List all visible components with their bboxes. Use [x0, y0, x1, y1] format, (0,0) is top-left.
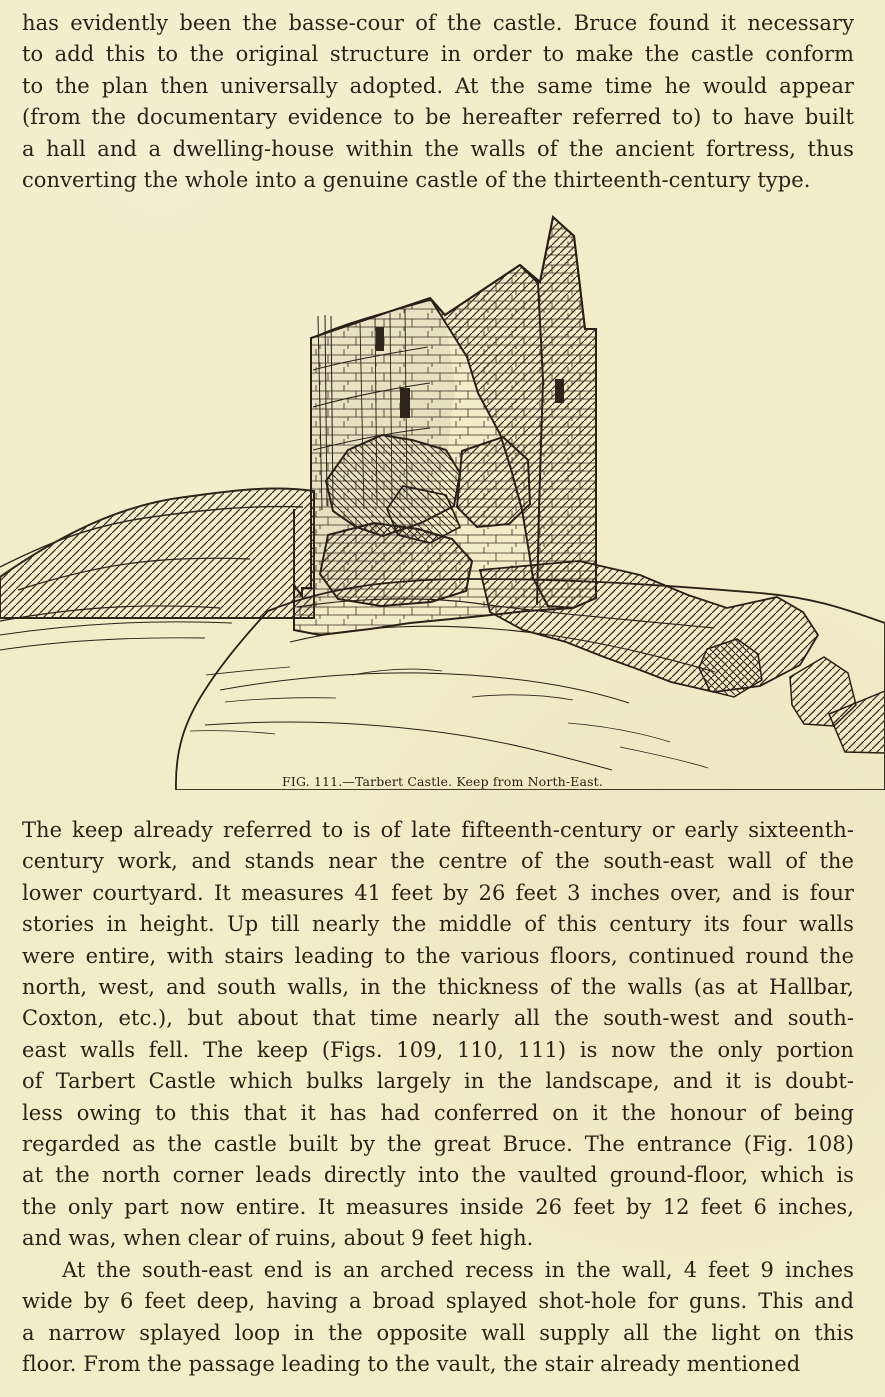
main-line-10: less owing to this that it has had conferred on it the honour of being: [22, 1100, 854, 1125]
main-line-16: wide by 6 feet deep, having a broad splayed shot-hole for guns. This and: [22, 1289, 854, 1314]
main-line-17: a narrow splayed loop in the opposite wall supply all the light on this: [22, 1320, 854, 1345]
castle-illustration: [0, 205, 885, 790]
main-line-1: The keep already referred to is of late fifteenth-century or early sixteenth-: [22, 818, 854, 842]
top-line-4: (from the documentary evidence to be hereafter referred to) to have built: [22, 105, 854, 130]
main-text: [22, 815, 854, 1380]
main-line-5: were entire, with stairs leading to the various floors, continued round the: [22, 943, 854, 968]
main-line-15: At the south-east end is an arched recess in the wall, 4 feet 9 inches: [62, 1257, 854, 1282]
main-line-13: the only part now entire. It measures inside 26 feet by 12 feet 6 inches,: [22, 1194, 854, 1219]
castle-engraving: [0, 205, 885, 790]
main-line-2: century work, and stands near the centre of the south-east wall of the: [22, 849, 854, 874]
main-line-7: Coxton, etc.), but about that time nearly all the south-west and south-: [22, 1006, 854, 1031]
top-line-2: to add this to the original structure in order to make the castle conform: [22, 42, 854, 67]
top-line-6: converting the whole into a genuine castle of the thirteenth-century type.: [22, 168, 811, 193]
figure-caption: FIG. 111.—Tarbert Castle. Keep from North-East.: [282, 774, 603, 789]
main-line-3: lower courtyard. It measures 41 feet by 26 feet 3 inches over, and is four: [22, 880, 854, 905]
main-line-11: regarded as the castle built by the great Bruce. The entrance (Fig. 108): [22, 1132, 854, 1157]
top-line-1: has evidently been the basse-cour of the castle. Bruce found it necessary: [22, 11, 854, 35]
top-line-5: a hall and a dwelling-house within the walls of the ancient fortress, thus: [22, 136, 854, 161]
main-line-4: stories in height. Up till nearly the middle of this century its four walls: [22, 912, 854, 937]
main-line-6: north, west, and south walls, in the thickness of the walls (as at Hallbar,: [22, 975, 854, 1000]
main-line-18: floor. From the passage leading to the vault, the stair already mentioned: [22, 1351, 801, 1376]
top-line-3: to the plan then universally adopted. At the same time he would appear: [22, 73, 854, 98]
main-line-14: and was, when clear of ruins, about 9 feet high.: [22, 1226, 534, 1251]
main-line-12: at the north corner leads directly into the vaulted ground-floor, which is: [22, 1163, 854, 1188]
main-line-9: of Tarbert Castle which bulks largely in the landscape, and it is doubt-: [22, 1069, 854, 1094]
main-line-8: east walls fell. The keep (Figs. 109, 110, 111) is now the only portion: [22, 1037, 854, 1062]
top-paragraph: [22, 8, 854, 196]
